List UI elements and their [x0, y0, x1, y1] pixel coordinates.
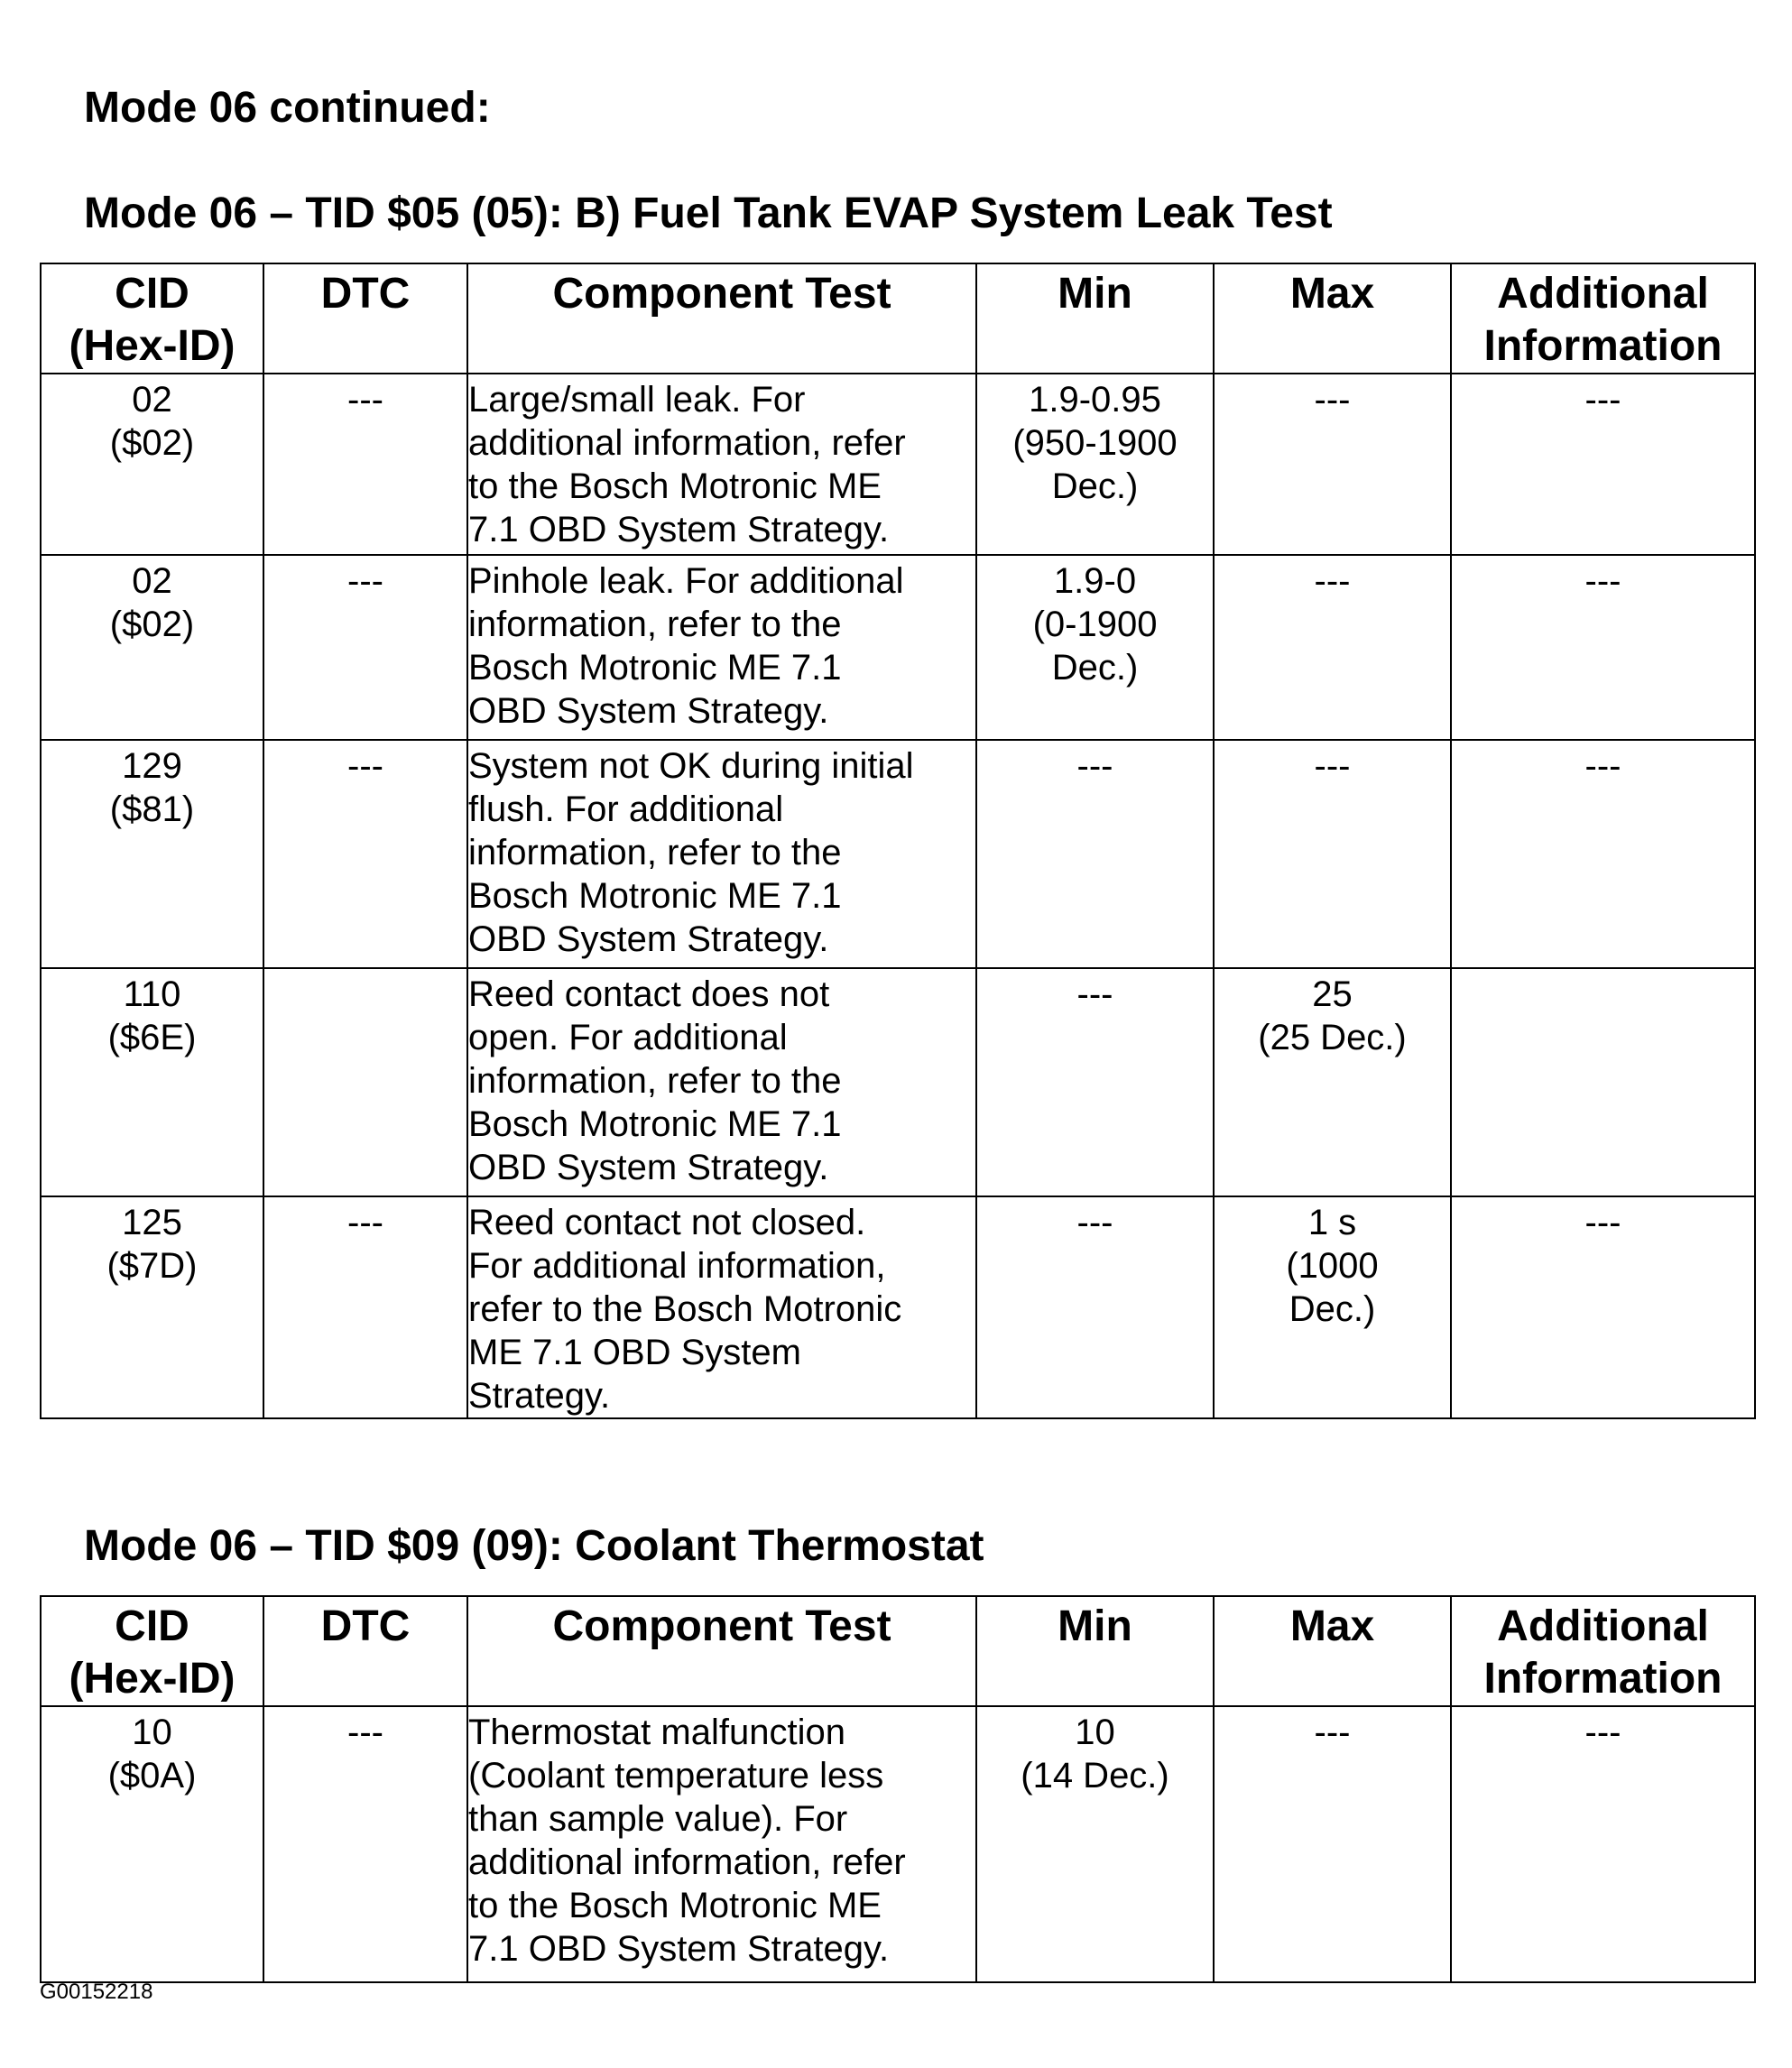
max-cell: --- — [1214, 374, 1451, 555]
max-column-header: Max — [1214, 1596, 1451, 1706]
additional-information-column-header: Additional Information — [1451, 263, 1755, 374]
dtc-cell: --- — [263, 1196, 467, 1418]
dtc-cell: --- — [263, 555, 467, 740]
min-column-header: Min — [976, 1596, 1214, 1706]
dtc-cell: --- — [263, 374, 467, 555]
additional-information-cell: --- — [1451, 374, 1755, 555]
evap-leak-test-table — [40, 263, 1756, 1419]
max-cell: --- — [1214, 1706, 1451, 1982]
min-cell: --- — [976, 968, 1214, 1196]
table-row — [41, 374, 1755, 555]
page-title: Mode 06 continued: — [84, 84, 491, 132]
table-row — [41, 968, 1755, 1196]
cid-column-header: CID (Hex-ID) — [41, 1596, 263, 1706]
additional-information-cell: --- — [1451, 740, 1755, 968]
figure-code: G00152218 — [40, 1980, 153, 2004]
component-test-column-header: Component Test — [467, 263, 976, 374]
cid-cell: 125 ($7D) — [41, 1196, 263, 1418]
coolant-thermostat-table — [40, 1595, 1756, 1983]
evap-leak-test-title: Mode 06 – TID $05 (05): B) Fuel Tank EVAP System Leak Test — [84, 189, 1333, 237]
coolant-thermostat-title: Mode 06 – TID $09 (09): Coolant Thermostat — [84, 1522, 984, 1570]
component-test-cell: Pinhole leak. For additional information, refer to the Bosch Motronic ME 7.1 OBD System Strategy. — [467, 555, 976, 740]
dtc-column-header: DTC — [263, 1596, 467, 1706]
cid-cell: 02 ($02) — [41, 374, 263, 555]
cid-cell: 10 ($0A) — [41, 1706, 263, 1982]
table-row — [41, 555, 1755, 740]
component-test-cell: Reed contact does not open. For additional information, refer to the Bosch Motronic ME 7.1 OBD System Strategy. — [467, 968, 976, 1196]
additional-information-column-header: Additional Information — [1451, 1596, 1755, 1706]
dtc-cell: --- — [263, 1706, 467, 1982]
max-cell: 25 (25 Dec.) — [1214, 968, 1451, 1196]
dtc-cell: --- — [263, 740, 467, 968]
min-cell: 10 (14 Dec.) — [976, 1706, 1214, 1982]
table-row — [41, 1706, 1755, 1982]
min-cell: 1.9-0.95 (950-1900 Dec.) — [976, 374, 1214, 555]
dtc-cell — [263, 968, 467, 1196]
cid-cell: 02 ($02) — [41, 555, 263, 740]
max-cell: --- — [1214, 555, 1451, 740]
cid-column-header: CID (Hex-ID) — [41, 263, 263, 374]
max-cell: 1 s (1000 Dec.) — [1214, 1196, 1451, 1418]
component-test-cell: Reed contact not closed. For additional information, refer to the Bosch Motronic ME 7.1 OBD System Strategy. — [467, 1196, 976, 1418]
cid-cell: 129 ($81) — [41, 740, 263, 968]
min-cell: --- — [976, 1196, 1214, 1418]
component-test-cell: Large/small leak. For additional information, refer to the Bosch Motronic ME 7.1 OBD System Strategy. — [467, 374, 976, 555]
table-row — [41, 740, 1755, 968]
table-header-row — [41, 1596, 1755, 1706]
component-test-cell: System not OK during initial flush. For additional information, refer to the Bosch Motronic ME 7.1 OBD System Strategy. — [467, 740, 976, 968]
max-cell: --- — [1214, 740, 1451, 968]
component-test-column-header: Component Test — [467, 1596, 976, 1706]
min-cell: --- — [976, 740, 1214, 968]
cid-cell: 110 ($6E) — [41, 968, 263, 1196]
additional-information-cell — [1451, 968, 1755, 1196]
table-header-row — [41, 263, 1755, 374]
max-column-header: Max — [1214, 263, 1451, 374]
dtc-column-header: DTC — [263, 263, 467, 374]
table-row — [41, 1196, 1755, 1418]
additional-information-cell: --- — [1451, 555, 1755, 740]
min-cell: 1.9-0 (0-1900 Dec.) — [976, 555, 1214, 740]
component-test-cell: Thermostat malfunction (Coolant temperature less than sample value). For additional information, refer to the Bosch Motronic ME 7.1 OBD System Strategy. — [467, 1706, 976, 1982]
min-column-header: Min — [976, 263, 1214, 374]
additional-information-cell: --- — [1451, 1706, 1755, 1982]
additional-information-cell: --- — [1451, 1196, 1755, 1418]
